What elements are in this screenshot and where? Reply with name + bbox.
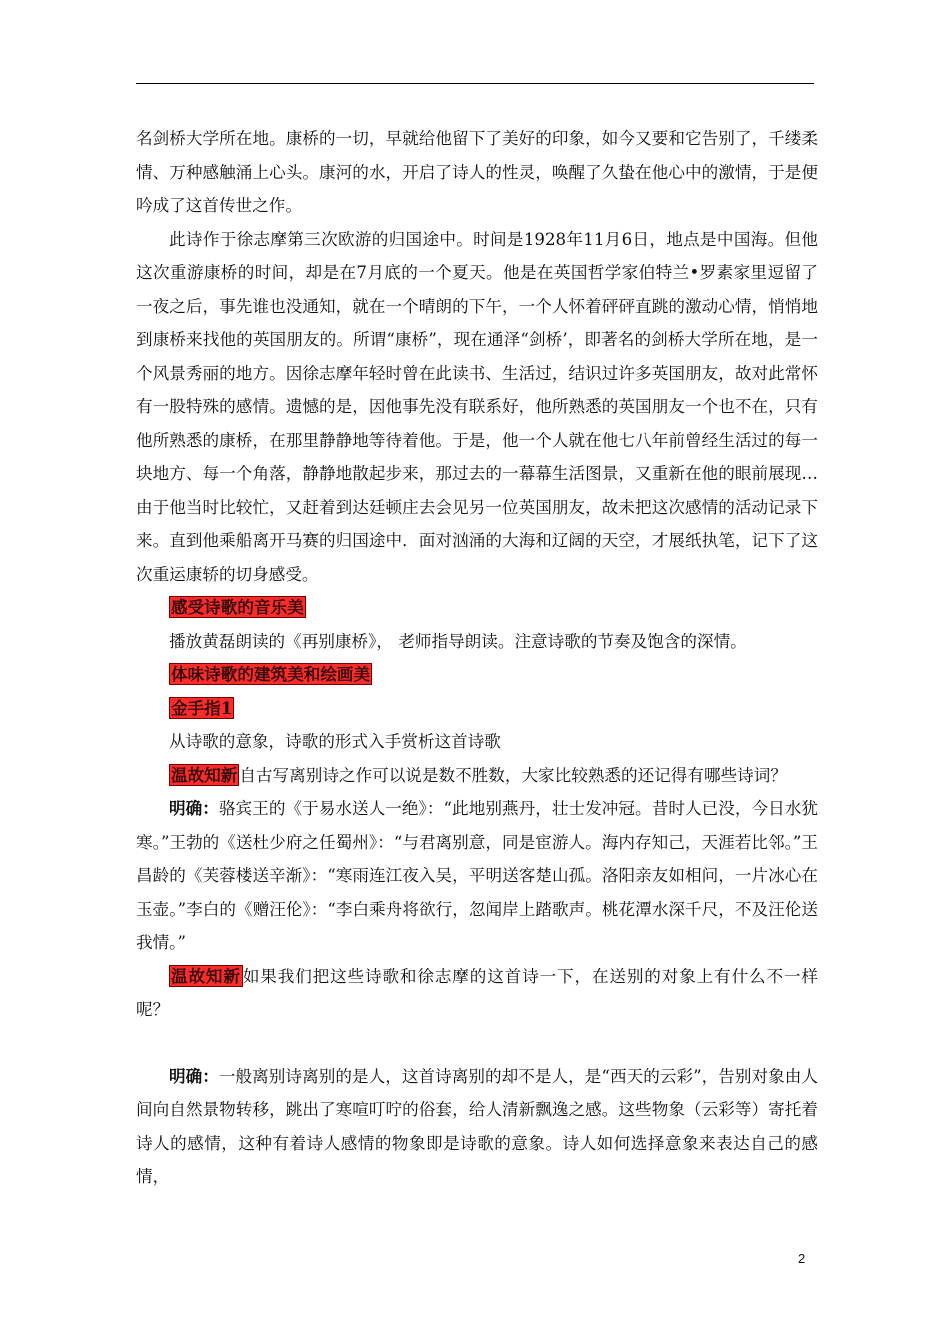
answer-2-text: 一般离别诗离别的是人，这首诗离别的却不是人，是“西天的云彩”，告别对象由人间向自然景物转移，跳出了寒喧叮咛的俗套，给人清新飘逸之感。这些物象（云彩等）寄托着诗人的感情，这种有着诗人感情的物象即是诗歌的意象。诗人如何选择意象来表达自己的感情， (136, 1066, 819, 1186)
section-heading-architecture-label: 体味诗歌的建筑美和绘画美 (171, 664, 371, 684)
tip-text: 从诗歌的意象，诗歌的形式入手赏析这首诗歌 (169, 732, 501, 751)
answer-label-1: 明确： (169, 798, 219, 818)
blank-line (136, 1027, 818, 1060)
paragraph-1: 名剑桥大学所在地。康桥的一切，早就给他留下了美好的印象，如今又要和它告别了，千缕柔情、万种感触涌上心头。康河的水，开启了诗人的性灵，唤醒了久蛰在他心中的激情，于是便吟成了这首传世之作。 (136, 129, 818, 215)
section-heading-architecture (136, 658, 818, 692)
review-label-2: 温故知新 (171, 965, 241, 986)
review-question-2-text: 如果我们把这些诗歌和徐志摩的这首诗一下，在送别的对象上有什么不一样呢？ (136, 966, 819, 1019)
answer-1 (136, 792, 818, 960)
answer-label-2: 明确： (169, 1065, 219, 1086)
review-question-2 (136, 960, 818, 1027)
section-heading-music-label: 感受诗歌的音乐美 (171, 597, 304, 617)
review-question-1 (136, 759, 818, 793)
header-rule (136, 83, 814, 84)
document-body (136, 122, 818, 1194)
tip-label: 金手指1 (171, 697, 233, 718)
paragraph-2: 此诗作于徐志摩第三次欧游的归国途中。时间是1928年11月6日，地点是中国海。但他这次重游康桥的时间，却是在7月底的一个夏天。他是在英国哲学家伯特兰•罗素家里逗留了一夜之后，事先谁也没通知，就在一个晴朗的下午，一个人怀着砰砰直跳的激动心情，悄悄地到康桥来找他的英国朋友的。所谓“康桥”，现在通泽“剑桥’，即著名的剑桥大学所在地，是一个风景秀丽的地方。因徐志摩年轻时曾在此读书、生活过，结识过许多英国朋友，故对此常怀有一股特殊的感情。遗憾的是，因他事先没有联系好，他所熟悉的英国朋友一个也不在，只有他所熟悉的康桥，在那里静静地等待着他。于是，他一个人就在他七八年前曾经生活过的每一块地方、每一个角落，静静地散起步来，那过去的一幕幕生活图景，又重新在他的眼前展现…由于他当时比较忙，又赶着到达廷顿庄去会见另一位英国朋友，故未把这次感情的活动记录下来。直到他乘船离开马赛的归国途中．面对汹涌的大海和辽阔的天空，才展纸执笔，记下了这次重运康轿的切身感受。 (136, 229, 818, 584)
answer-1-text: 骆宾王的《于易水送人一绝》：“此地别燕丹，壮士发冲冠。昔时人已没，今日水犹寒。”王勃的《送杜少府之任蜀州》：“与君离别意，同是宦游人。海内存知己，天涯若比邻。”王昌龄的《芙蓉楼送辛渐》：“寒雨连江夜入吴，平明送客楚山孤。洛阳亲友如相问，一片冰心在玉壶。”李白的《赠汪伦》：“李白乘舟将欲行，忽闻岸上踏歌声。桃花潭水深千尺，不及汪伦送我情。” (136, 799, 819, 952)
tip-heading (136, 692, 818, 726)
section-heading-music (136, 591, 818, 625)
page-number: 2 (798, 1251, 806, 1266)
review-label-1: 温故知新 (171, 764, 238, 785)
review-question-1-text: 自古写离别诗之作可以说是数不胜数，大家比较熟悉的还记得有哪些诗词？ (239, 765, 787, 785)
section-music-text: 播放黄磊朗读的《再别康桥》， 老师指导朗读。注意诗歌的节奏及饱含的深情。 (169, 631, 747, 651)
answer-2 (136, 1060, 818, 1194)
